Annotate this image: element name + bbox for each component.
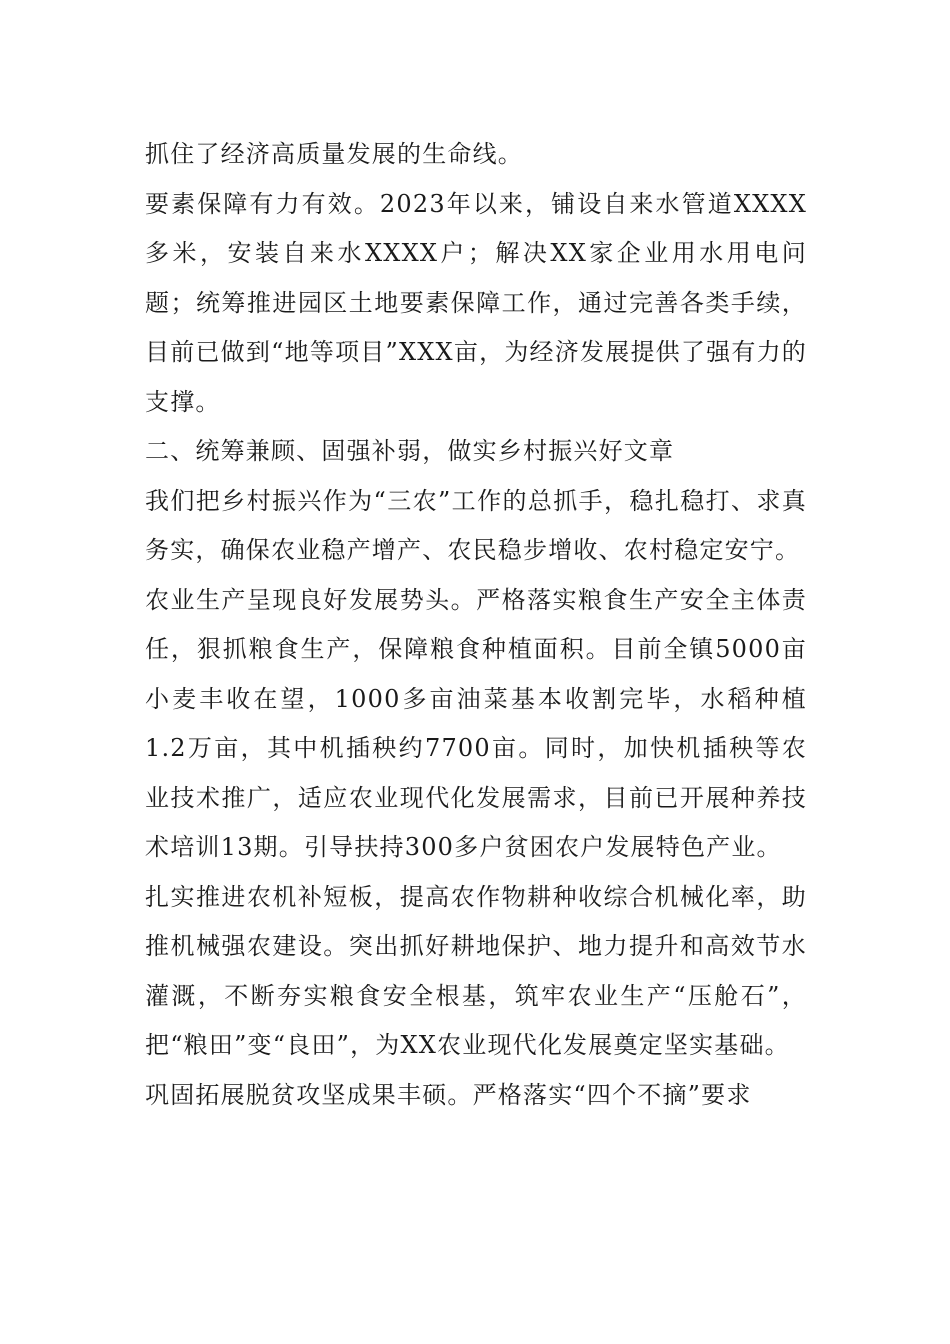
paragraph-factor-guarantee: 要素保障有力有效。2023年以来，铺设自来水管道XXXX多米，安装自来水XXXX户；解决XX家企业用水用电问题；统筹推进园区土地要素保障工作，通过完善各类手续，目前已做到“地等项目”XXX亩，为经济发展提供了强有力的支撑。 — [145, 189, 807, 416]
document-body — [145, 130, 807, 1120]
section-heading-rural-revitalization: 二、统筹兼顾、固强补弱，做实乡村振兴好文章 — [145, 437, 675, 465]
paragraph-poverty-alleviation: 巩固拓展脱贫攻坚成果丰硕。严格落实“四个不摘”要求 — [145, 1080, 752, 1109]
paragraph-agricultural-production: 农业生产呈现良好发展势头。严格落实粮食生产安全主体责任，狠抓粮食生产，保障粮食种植面积。目前全镇5000亩小麦丰收在望，1000多亩油菜基本收割完毕，水稻种植1.2万亩，其中机插秧约7700亩。同时，加快机插秧等农业技术推广，适应农业现代化发展需求，目前已开展种养技术培训13期。引导扶持300多户贫困农户发展特色产业。 — [145, 585, 807, 861]
paragraph-farm-machinery: 扎实推进农机补短板，提高农作物耕种收综合机械化率，助推机械强农建设。突出抓好耕地保护、地力提升和高效节水灌溉，不断夯实粮食安全根基，筑牢农业生产“压舱石”，把“粮田”变“良田”，为XX农业现代化发展奠定坚实基础。 — [145, 882, 807, 1059]
paragraph-rural-intro: 我们把乡村振兴作为“三农”工作的总抓手，稳扎稳打、求真务实，确保农业稳产增产、农民稳步增收、农村稳定安宁。 — [145, 486, 807, 564]
paragraph-continuation: 抓住了经济高质量发展的生命线。 — [145, 140, 523, 168]
